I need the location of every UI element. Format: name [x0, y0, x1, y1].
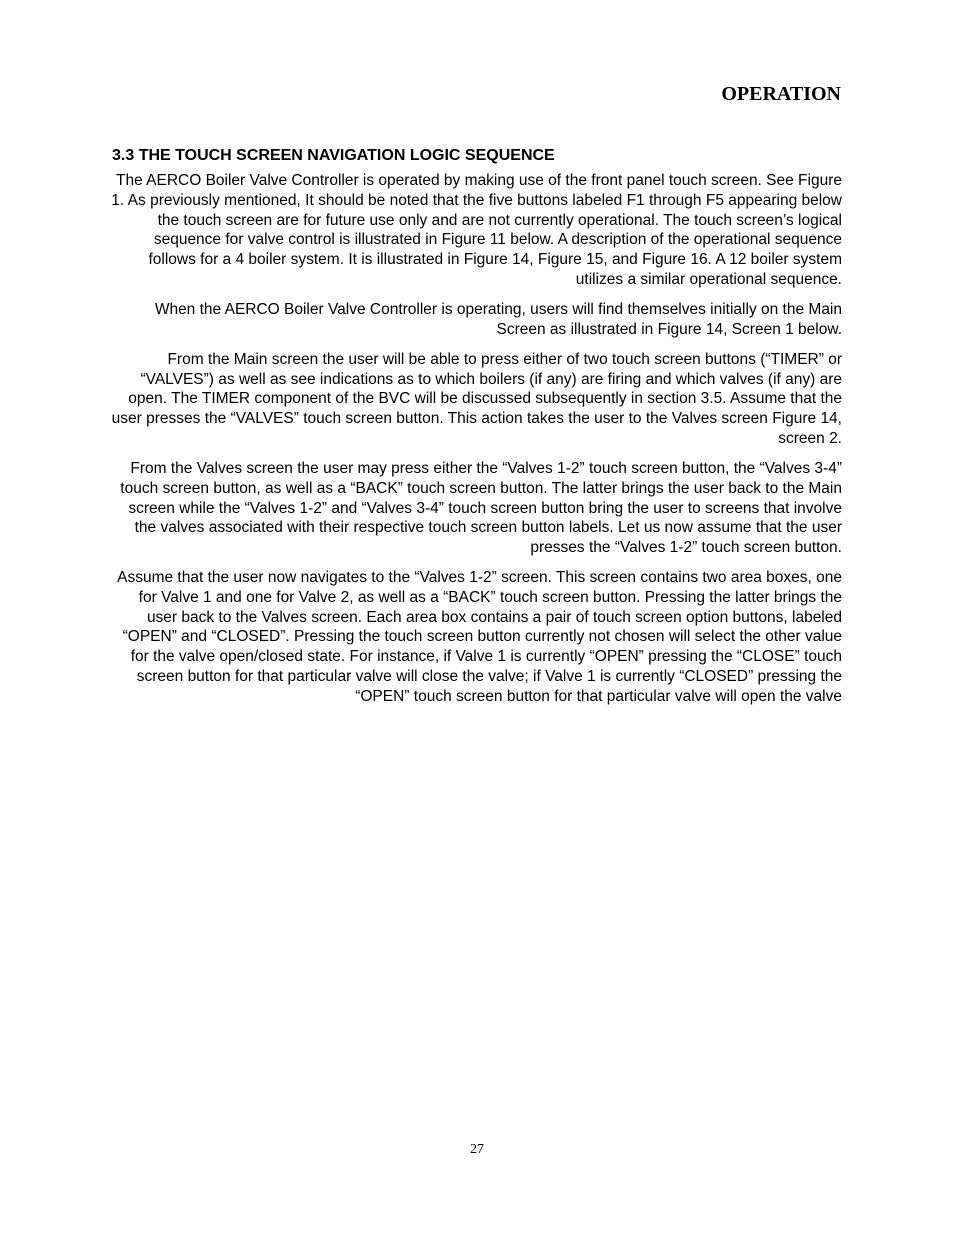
- paragraph-valves-1-2-screen: Assume that the user now navigates to the “Valves 1-2” screen. This screen contains two area boxes, one for Valve 1 and one for Valve 2, as well as a “BACK” touch screen button. Pressing the latter brings the user back to the Valves screen. Each area box contains a pair of touch screen option buttons, labeled “OPEN” and “CLOSED”. Pressing the touch screen button currently not chosen will select the other value for the valve open/closed state. For instance, if Valve 1 is currently “OPEN” pressing the “CLOSE” touch screen button for that particular valve will close the valve; if Valve 1 is currently “CLOSED” pressing the “OPEN” touch screen button for that particular valve will open the valve: [117, 569, 842, 705]
- paragraph-valves-screen: From the Valves screen the user may press either the “Valves 1-2” touch screen button, the “Valves 3-4” touch screen button, as well as a “BACK” touch screen button. The latter brings the user back to the Main screen while the “Valves 1-2” and “Valves 3-4” touch screen button bring the user to screens that involve the valves associated with their respective touch screen button labels. Let us now assume that the user presses the “Valves 1-2” touch screen button.: [120, 459, 842, 557]
- page-number: 27: [470, 1142, 484, 1157]
- section-heading: 3.3 THE TOUCH SCREEN NAVIGATION LOGIC SEQUENCE: [112, 147, 555, 164]
- paragraph-main-screen-buttons: From the Main screen the user will be able to press either of two touch screen buttons (“TIMER” or “VALVES”) as well as see indications as to which boilers (if any) are firing and which valves (if any) are open. The TIMER component of the BVC will be discussed subsequently in section 3.5. Assume that the user presses the “VALVES” touch screen button. This action takes the user to the Valves screen Figure 14, screen 2.: [111, 350, 842, 447]
- paragraph-intro: The AERCO Boiler Valve Controller is operated by making use of the front panel touch screen. See Figure 1. As previously mentioned, It should be noted that the five buttons labeled F1 through F5 appearing below the touch screen are for future use only and are not currently operational. The touch screen’s logical sequence for valve control is illustrated in Figure 11 below. A description of the operational sequence follows for a 4 boiler system. It is illustrated in Figure 14, Figure 15, and Figure 16. A 12 boiler system utilizes a similar operational sequence.: [111, 172, 842, 288]
- page-header-title: OPERATION: [721, 83, 841, 105]
- paragraph-main-screen: When the AERCO Boiler Valve Controller is operating, users will find themselves initially on the Main Screen as illustrated in Figure 14, Screen 1 below.: [154, 300, 842, 338]
- section-body: [110, 171, 842, 717]
